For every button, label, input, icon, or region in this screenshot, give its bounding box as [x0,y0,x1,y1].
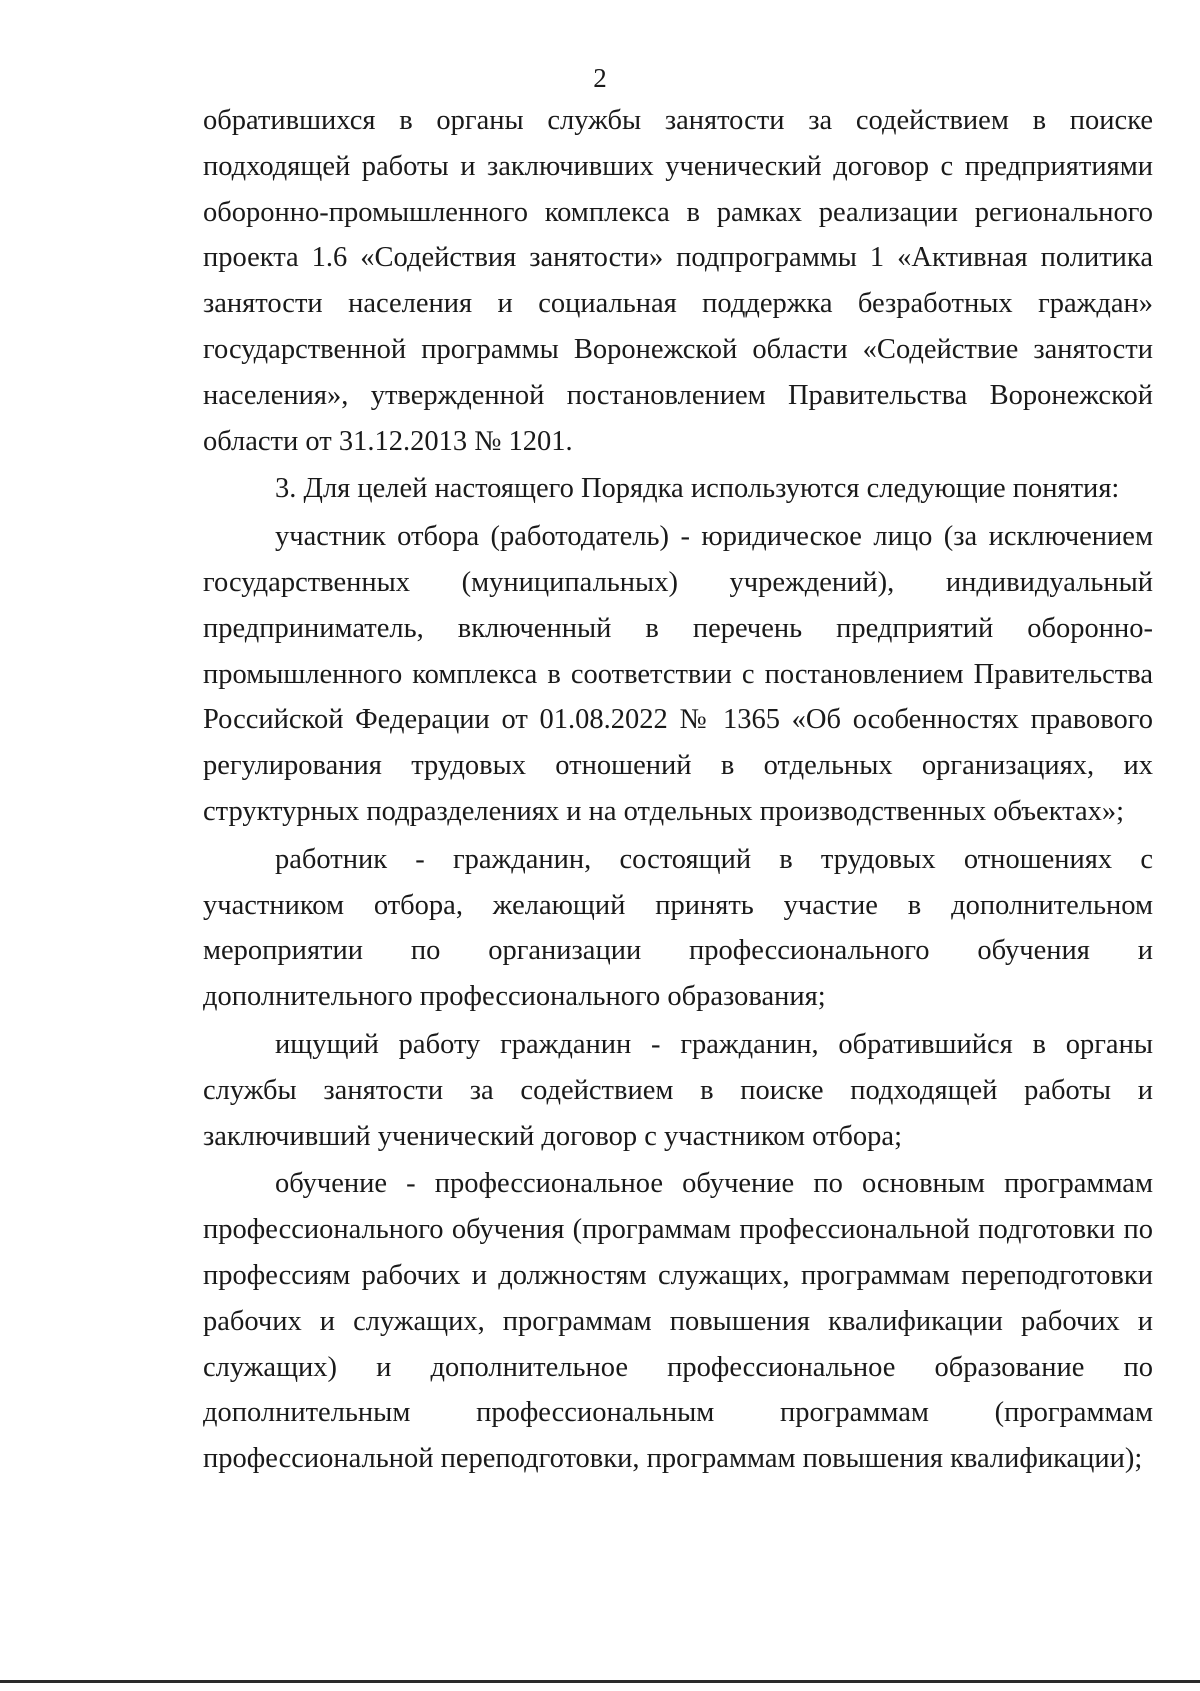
paragraph-definition-training: обучение - профессиональное обучение по основным программам профессионального обучения (программам профессиональной подготовки по профессиям рабочих и должностям служащих, программам переподготовки рабочих и служащих, программам повышения квалификации рабочих и служащих) и дополнительное профессиональное образование по дополнительным профессиональным программам (программам профессиональной переподготовки, программам повышения квалификации); [203,1168,1153,1475]
paragraph-item-3: 3. Для целей настоящего Порядка используются следующие понятия: [275,473,1120,505]
page-number: 2 [593,63,607,93]
paragraph-definition-employee: работник - гражданин, состоящий в трудовых отношениях с участником отбора, желающий принять участие в дополнительном мероприятии по организации профессионального обучения и дополнительного профессионального образования; [203,843,1153,1013]
paragraph-continuation: обратившихся в органы службы занятости за содействием в поиске подходящей работы и заключивших ученический договор с предприятиями оборонно-промышленного комплекса в рамках реализации регионального проекта 1.6 «Содействия занятости» подпрограммы 1 «Активная политика занятости населения и социальная поддержка безработных граждан» государственной программы Воронежской области «Содействие занятости населения», утвержденной постановлением Правительства Воронежской области от 31.12.2013 № 1201. [203,105,1153,457]
scan-edge-line [0,1680,1200,1683]
paragraph-definition-participant: участник отбора (работодатель) - юридическое лицо (за исключением государственных (муниципальных) учреждений), индивидуальный предприниматель, включенный в перечень предприятий оборонно-промышленного комплекса в соответствии с постановлением Правительства Российской Федерации от 01.08.2022 № 1365 «Об особенностях правового регулирования трудовых отношений в отдельных организациях, их структурных подразделениях и на отдельных производственных объектах»; [203,521,1153,827]
paragraph-definition-jobseeker: ищущий работу гражданин - гражданин, обратившийся в органы службы занятости за содействием в поиске подходящей работы и заключивший ученический договор с участником отбора; [203,1028,1153,1152]
document-body [203,98,1153,1482]
